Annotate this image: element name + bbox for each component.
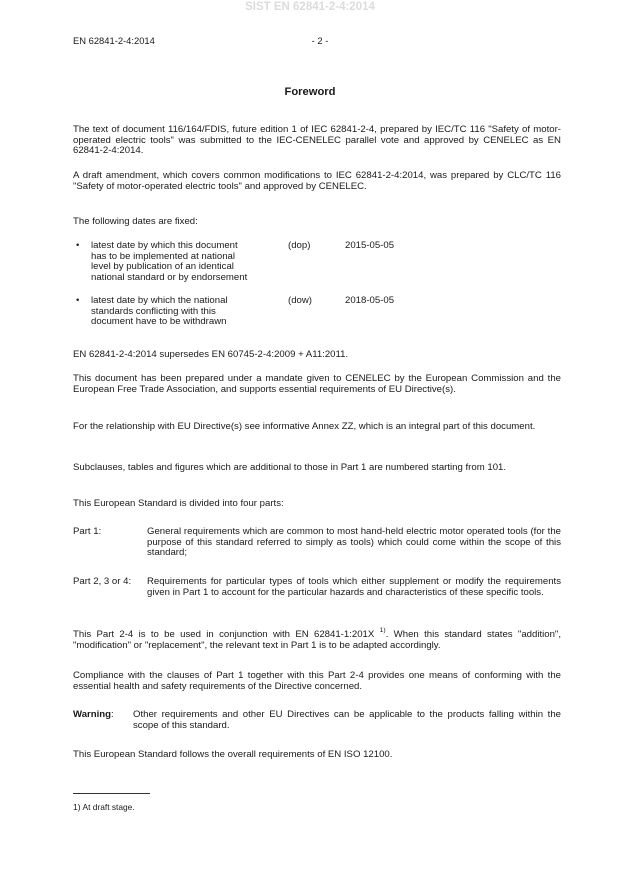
date-item-line: standards conflicting with this [91,305,216,317]
page-title: Foreword [284,86,336,98]
paragraph-mandate: This document has been prepared under a mandate given to CENELEC by the European Commission and the European Free Trade Association, and supports essential requirements of EU Directive(s). [73,373,561,395]
footnote-reference[interactable]: 1) [379,626,386,634]
paragraph-supersedes: EN 62841-2-4:2014 supersedes EN 60745-2-4:2009 + A11:2011. [73,349,349,360]
paragraph-subclauses: Subclauses, tables and figures which are additional to those in Part 1 are numbered starting from 101. [73,462,507,473]
part-description: General requirements which are common to most hand-held electric motor operated tools (for the purpose of this standard referred to simply as tools) which could come within the scope of this standard; [147,526,561,559]
date-item-line: document have to be withdrawn [91,316,227,328]
paragraph-annex-zz: For the relationship with EU Directive(s) see informative Annex ZZ, which is an integral part of this document. [73,421,536,432]
date-item-dow-text [91,296,279,328]
warning-label [73,710,114,721]
bullet-icon: • [76,295,80,306]
bullet-icon: • [76,240,80,251]
date-item-line: latest date by which this document [91,240,238,251]
date-code-dop: (dop) [288,240,311,251]
warning-colon: : [111,709,114,720]
date-value-dop: 2015-05-05 [345,240,395,251]
paragraph-conjunction [73,626,562,651]
warning-label-text: Warning [73,709,112,720]
paragraph-iso-12100: This European Standard follows the overall requirements of EN ISO 12100. [73,749,393,760]
paragraph-four-parts: This European Standard is divided into four parts: [73,498,284,509]
paragraph-dates-intro: The following dates are fixed: [73,216,198,227]
header-document-id: EN 62841-2-4:2014 [73,35,155,46]
date-value-dow: 2018-05-05 [345,295,395,306]
header-page-number: - 2 - [311,35,329,46]
part-label: Part 2, 3 or 4: [73,576,132,587]
footnote-mark: 1) [73,802,81,812]
date-item-line: level by publication of an identical [91,261,234,273]
paragraph-fdis: The text of document 116/164/FDIS, future edition 1 of IEC 62841-2-4, prepared by IEC/TC 116 "Safety of motor-operated electric tools" was submitted to the IEC-CENELEC parallel vote and approved by CENELEC as EN 62841-2-4:2014. [73,124,561,157]
date-item-line: national standard or by endorsement [91,271,248,283]
paragraph-compliance: Compliance with the clauses of Part 1 together with this Part 2-4 provides one means of conforming with the essential health and safety requirements of the Directive concerned. [73,670,561,692]
date-item-line: has to be implemented at national [91,250,235,262]
paragraph-draft-amendment: A draft amendment, which covers common modifications to IEC 62841-2-4:2014, was prepared by CLC/TC 116 "Safety of motor-operated electric tools" and approved by CENELEC. [73,170,561,192]
warning-text: Other requirements and other EU Directives can be applicable to the products falling within the scope of this standard. [133,709,561,731]
date-item-line: latest date by which the national [91,295,228,306]
date-item-dop-text [91,241,279,283]
footnote [73,802,135,813]
paragraph-conjunction-end: . When this standard states "addition", "modification" or "replacement", the relevant text in Part 1 is to be adapted accordingly. [73,629,562,651]
footnote-text: At draft stage. [82,802,135,812]
part-description: Requirements for particular types of tools which either supplement or modify the requirements given in Part 1 to account for the particular hazards and characteristics of these specific tools. [147,576,561,598]
paragraph-conjunction-start: This Part 2-4 is to be used in conjunction with EN 62841-1:201X [73,629,375,640]
part-label: Part 1: [73,526,102,537]
footnote-separator [73,793,150,794]
date-code-dow: (dow) [288,295,312,306]
watermark: SIST EN 62841-2-4:2014 [245,1,375,13]
